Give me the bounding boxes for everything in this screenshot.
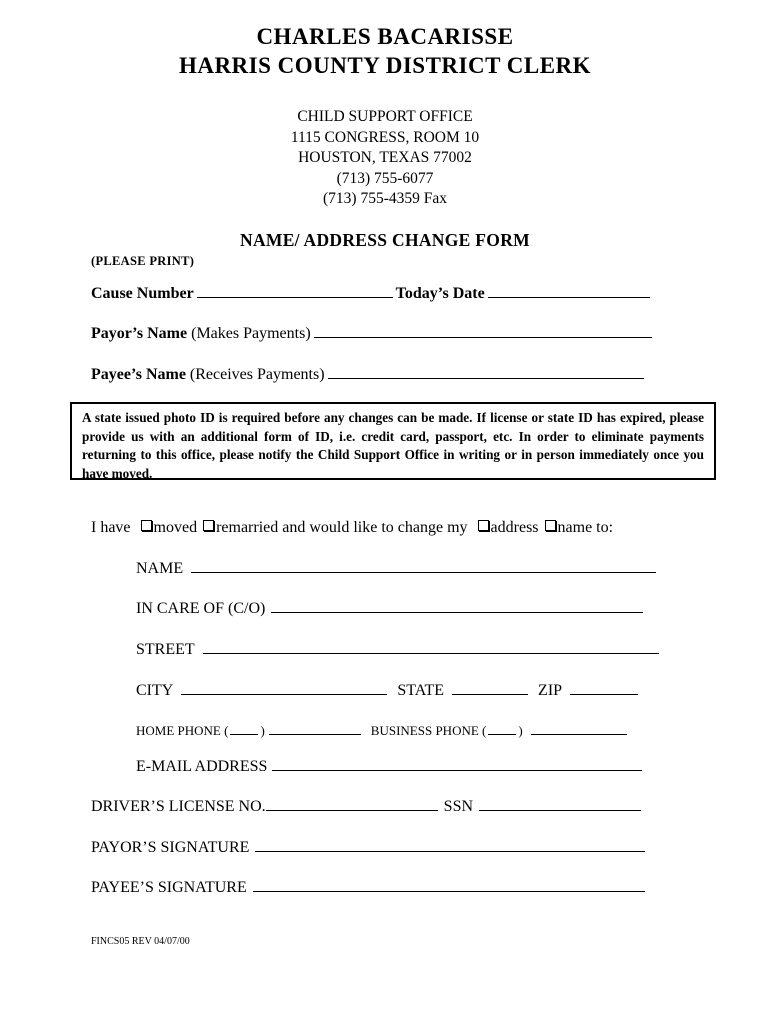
office-fax: (713) 755-4359 Fax [323,190,447,207]
moved-label: moved [153,519,198,536]
moved-checkbox[interactable] [141,520,152,531]
payors-name-row [91,325,655,343]
ssn-field[interactable] [479,798,641,811]
cause-number-label: Cause Number [91,285,194,302]
cause-number-field[interactable] [197,285,393,298]
change-reason-row [91,519,613,537]
photo-id-notice: A state issued photo ID is required before any changes can be made. If license or state ID has expired, please provide us with an additional form of ID, i.e. credit card, passport, etc. In order to eliminate payments returning to this office, please notify the Child Support Office in writing or in person immediately once you have moved. [70,402,716,480]
city-field[interactable] [181,682,387,695]
new-name-label: NAME [136,560,184,577]
cause-date-row [91,285,653,303]
email-label: E-MAIL ADDRESS [136,758,268,775]
state-label: STATE [397,682,445,699]
home-phone-close: ) [260,723,265,738]
email-row [136,758,645,776]
home-phone-field[interactable] [269,722,361,735]
city-state-zip-row [136,682,641,700]
payor-signature-label: PAYOR’S SIGNATURE [91,839,250,856]
home-phone-label: HOME PHONE ( [136,723,229,738]
office-street: 1115 CONGRESS, ROOM 10 [290,128,480,146]
name-checkbox[interactable] [545,520,556,531]
in-care-of-field[interactable] [271,600,643,613]
payor-signature-field[interactable] [255,839,645,852]
payor-signature-row [91,839,648,857]
form-code: FINCS05 REV 04/07/00 [91,936,190,947]
name-to-label: name to: [557,519,614,536]
payee-signature-field[interactable] [253,879,645,892]
todays-date-field[interactable] [488,285,650,298]
remarried-label: remarried and would like to change my [216,519,468,536]
street-row [136,641,662,659]
phone-row [136,722,630,739]
please-print-note: (PLEASE PRINT) [91,254,195,268]
remarried-checkbox[interactable] [203,520,214,531]
todays-date-label: Today’s Date [395,285,485,302]
home-phone-area-field[interactable] [230,722,258,735]
street-label: STREET [136,641,195,658]
payors-name-label: Payor’s Name [91,325,188,342]
header-line-1: CHARLES BACARISSE [256,24,514,49]
business-phone-field[interactable] [531,722,627,735]
business-phone-area-field[interactable] [488,722,516,735]
state-field[interactable] [452,682,528,695]
payees-name-field[interactable] [328,366,644,379]
office-name: CHILD SUPPORT OFFICE [297,108,473,125]
in-care-of-row [136,600,646,618]
payees-name-label: Payee’s Name [91,366,186,383]
i-have-label: I have [91,519,131,536]
office-phone: (713) 755-6077 [336,169,434,187]
payee-signature-row [91,879,648,897]
new-name-row [136,560,659,578]
license-ssn-row [91,798,644,816]
payees-name-row [91,366,647,384]
payee-signature-label: PAYEE’S SIGNATURE [91,879,247,896]
new-name-field[interactable] [191,560,656,573]
email-field[interactable] [272,758,642,771]
in-care-of-label: IN CARE OF (C/O) [136,600,266,617]
ssn-label: SSN [443,798,474,815]
zip-field[interactable] [570,682,638,695]
street-field[interactable] [203,641,659,654]
business-phone-label: BUSINESS PHONE ( [370,723,487,738]
office-city: HOUSTON, TEXAS 77002 [298,149,472,166]
business-phone-close: ) [518,723,523,738]
zip-label: ZIP [538,682,563,699]
header-line-2: HARRIS COUNTY DISTRICT CLERK [178,53,592,78]
address-checkbox[interactable] [478,520,489,531]
drivers-license-field[interactable] [266,798,438,811]
payors-name-note: (Makes Payments) [191,325,311,342]
drivers-license-label: DRIVER’S LICENSE NO. [91,798,266,815]
office-address [0,107,770,210]
payors-name-field[interactable] [314,325,652,338]
address-label: address [490,519,539,536]
form-title: NAME/ ADDRESS CHANGE FORM [240,230,530,250]
city-label: CITY [136,682,174,699]
payees-name-note: (Receives Payments) [189,366,325,383]
